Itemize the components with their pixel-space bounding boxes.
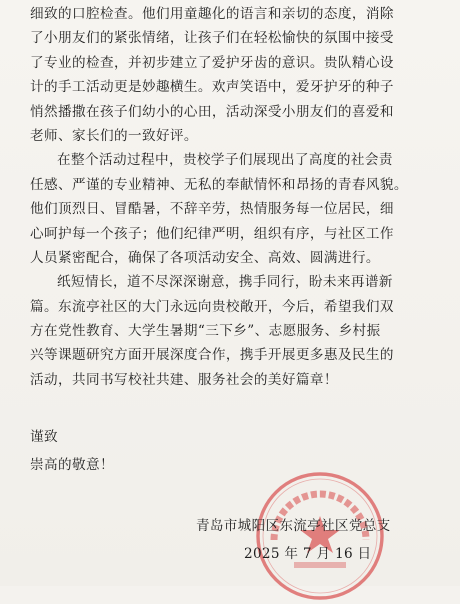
- text-line: 细致的口腔检查。他们用童趣化的语言和亲切的态度，消除: [30, 6, 394, 22]
- text-line: 兴等课题研究方面开展深度合作，携手开展更多惠及民生的: [30, 347, 394, 364]
- text-line: 了专业的检查，并初步建立了爱护牙齿的意识。贵队精心设: [30, 54, 394, 71]
- text-line: 任感、严谨的专业精神、无私的奉献情怀和昂扬的青春风貌。: [30, 176, 408, 193]
- text-line: 在整个活动过程中，贵校学子们展现出了高度的社会责: [57, 152, 393, 169]
- text-line: 计的手工活动更是妙趣横生。欢声笑语中，爱牙护牙的种子: [30, 79, 394, 96]
- closing-salutation: 谨致: [30, 429, 58, 445]
- text-line: 心呵护每一个孩子；他们纪律严明，组织有序，与社区工作: [30, 225, 394, 242]
- signature-organization: 青岛市城阳区东流亭社区党总支: [196, 518, 391, 534]
- text-line: 悄然播撒在孩子们幼小的心田，活动深受小朋友们的喜爱和: [30, 103, 394, 120]
- text-line: 人员紧密配合，确保了各项活动安全、高效、圆满进行。: [30, 249, 380, 266]
- text-line: 老师、家长们的一致好评。: [30, 127, 198, 144]
- signature-date: 2025 年 7 月 16 日: [244, 546, 372, 562]
- text-line: 了小朋友们的紧张情绪，让孩子们在轻松愉快的氛围中接受: [30, 30, 394, 47]
- closing-respect: 崇高的敬意！: [30, 457, 114, 473]
- text-line: 方在党性教育、大学生暑期“三下乡”、志愿服务、乡村振: [30, 323, 381, 340]
- text-line: 纸短情长，道不尽深深谢意，携手同行，盼未来再谱新: [57, 274, 393, 291]
- text-line: 活动，共同书写校社共建、服务社会的美好篇章！: [30, 371, 338, 388]
- text-line: 他们顶烈日、冒酷暑，不辞辛劳，热情服务每一位居民，细: [30, 201, 394, 218]
- text-line: 篇。东流亭社区的大门永远向贵校敞开，今后，希望我们双: [30, 298, 394, 315]
- letter-closing: [30, 424, 114, 480]
- letter-body: [30, 2, 438, 392]
